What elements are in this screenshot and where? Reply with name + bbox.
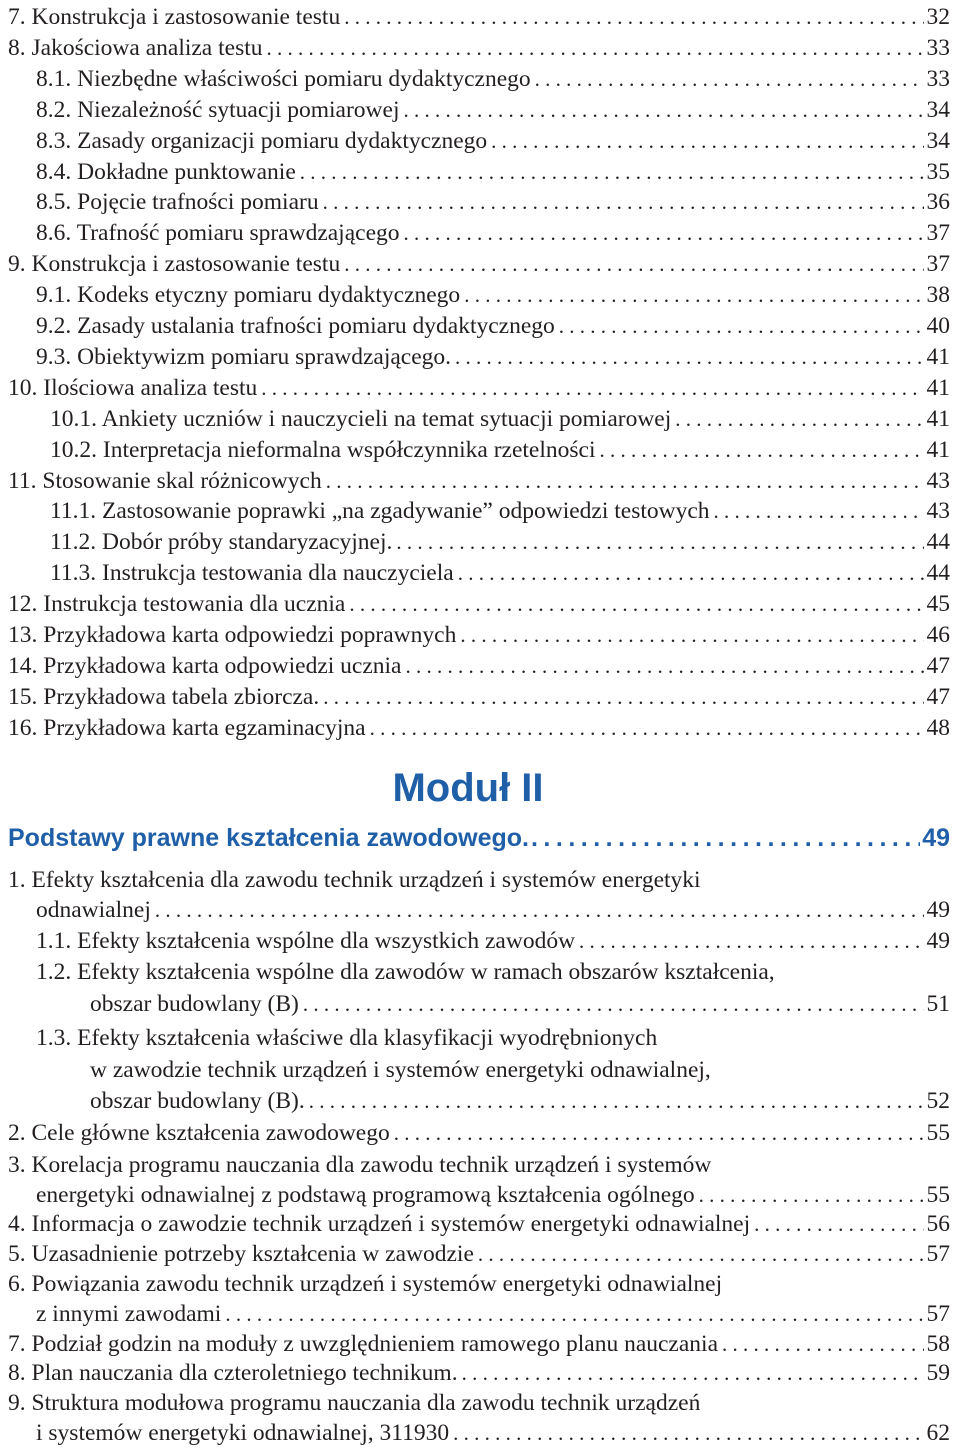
toc-entry-page: 59 <box>926 1360 950 1386</box>
toc-entry <box>36 1418 950 1448</box>
dot-leader <box>460 620 923 650</box>
toc-entry <box>36 1180 950 1210</box>
toc-entry-page: 47 <box>926 652 950 679</box>
toc-entry-title: 4. Informacja o zawodzie technik urządzeń i systemów energetyki odnawialnej <box>8 1211 751 1237</box>
toc-entry-title: 8.5. Pojęcie trafności pomiaru <box>36 189 319 216</box>
dot-leader <box>491 126 923 156</box>
toc-entry-page: 52 <box>926 1088 950 1114</box>
toc-entry-page: 36 <box>926 189 950 216</box>
toc-entry-title: 11.2. Dobór próby standaryzacyjnej. <box>50 529 393 556</box>
toc-entry <box>50 404 950 434</box>
dot-leader <box>370 713 924 743</box>
toc-entry-title: i systemów energetyki odnawialnej, 311930 <box>36 1420 450 1446</box>
section-heading-title: Podstawy prawne kształcenia zawodowego. <box>8 824 529 852</box>
dot-leader <box>303 989 924 1019</box>
toc-entry <box>8 1118 950 1148</box>
toc-entry <box>36 187 950 217</box>
toc-entry <box>8 1329 950 1359</box>
toc-entry-page: 46 <box>926 622 950 648</box>
toc-entry <box>8 620 950 650</box>
toc-entry-page: 45 <box>926 591 950 618</box>
toc-entry-page: 48 <box>926 714 950 741</box>
dot-leader <box>404 218 924 248</box>
toc-entry-title: 8.3. Zasady organizacji pomiaru dydaktycznego <box>36 127 488 154</box>
toc-entry-page: 58 <box>926 1331 950 1357</box>
dot-leader <box>453 1418 923 1448</box>
dot-leader <box>559 311 924 341</box>
section-heading-page: 49 <box>922 824 950 852</box>
toc-entry-title: 10.2. Interpretacja nieformalna współczynnika rzetelności <box>50 436 596 463</box>
toc-entry <box>8 589 950 619</box>
dot-leader <box>344 249 923 279</box>
toc-entry-page: 41 <box>926 374 950 401</box>
toc-entry-title: 14. Przykładowa karta odpowiedzi ucznia <box>8 652 402 679</box>
dot-leader <box>722 1329 923 1359</box>
toc-entry-title: 9.1. Kodeks etyczny pomiaru dydaktycznego <box>36 282 461 309</box>
toc-entry-title: 13. Przykładowa karta odpowiedzi poprawnych <box>8 622 457 648</box>
dot-leader <box>455 342 923 372</box>
toc-entry <box>36 280 950 310</box>
dot-leader <box>267 33 924 63</box>
toc-entry-page: 37 <box>926 251 950 278</box>
toc-entry-title: 8. Plan nauczania dla czteroletniego technikum. <box>8 1360 458 1386</box>
dot-leader <box>225 1299 923 1329</box>
dot-leader <box>462 1358 924 1388</box>
dot-leader <box>714 496 924 526</box>
toc-entry-title: obszar budowlany (B) <box>90 991 299 1017</box>
toc-entry <box>36 157 950 187</box>
dot-leader <box>458 558 924 588</box>
toc-entry-title: 7. Konstrukcja i zastosowanie testu <box>8 4 341 30</box>
toc-entry <box>90 989 950 1019</box>
toc-entry-page: 57 <box>926 1241 950 1267</box>
toc-entry <box>8 1239 950 1269</box>
dot-leader <box>326 466 924 496</box>
toc-entry <box>36 926 950 956</box>
toc-entry-page: 44 <box>926 560 950 587</box>
toc-entry-title: 5. Uzasadnienie potrzeby kształcenia w zawodzie <box>8 1241 474 1267</box>
toc-entry-title: 16. Przykładowa karta egzaminacyjna <box>8 714 366 741</box>
toc-entry-page: 41 <box>926 343 950 370</box>
dot-leader <box>478 1239 924 1269</box>
toc-entry-title: 12. Instrukcja testowania dla ucznia <box>8 591 346 618</box>
dot-leader <box>344 2 923 32</box>
toc-entry-title: 8. Jakościowa analiza testu <box>8 34 263 61</box>
toc-entry-page: 33 <box>926 65 950 92</box>
toc-entry-title: 1.1. Efekty kształcenia wspólne dla wszystkich zawodów <box>36 928 576 954</box>
toc-entry <box>36 1299 950 1329</box>
toc-entry <box>50 558 950 588</box>
toc-entry-page: 41 <box>926 405 950 432</box>
toc-entry-title: 10.1. Ankiety uczniów i nauczycieli na temat sytuacji pomiarowej <box>50 405 672 432</box>
toc-entry-page: 43 <box>926 498 950 525</box>
toc-entry-line: 9. Struktura modułowa programu nauczania dla zawodu technik urządzeń <box>8 1390 701 1416</box>
dot-leader <box>396 527 923 557</box>
toc-entry-page: 37 <box>926 220 950 247</box>
dot-leader <box>406 651 924 681</box>
section-heading-leader <box>531 820 920 856</box>
toc-entry <box>36 126 950 156</box>
toc-entry <box>50 496 950 526</box>
toc-entry-page: 32 <box>926 4 950 30</box>
dot-leader <box>309 1086 924 1116</box>
dot-leader <box>535 64 924 94</box>
toc-entry-page: 40 <box>926 313 950 339</box>
toc-entry-title: 11.3. Instrukcja testowania dla nauczyciela <box>50 560 454 587</box>
toc-entry-title: odnawialnej <box>36 897 151 923</box>
toc-entry-line: 1.3. Efekty kształcenia właściwe dla klasyfikacji wyodrębnionych <box>36 1025 658 1051</box>
toc-entry-page: 34 <box>926 96 950 123</box>
toc-entry-title: 15. Przykładowa tabela zbiorcza. <box>8 683 320 710</box>
dot-leader <box>261 373 923 403</box>
toc-entry-page: 38 <box>926 282 950 309</box>
toc-entry-line: 3. Korelacja programu nauczania dla zawodu technik urządzeń i systemów <box>8 1152 712 1178</box>
toc-entry <box>90 1086 950 1116</box>
dot-leader <box>323 187 924 217</box>
toc-entry-page: 35 <box>926 158 950 185</box>
toc-entry <box>36 64 950 94</box>
toc-entry-title: 2. Cele główne kształcenia zawodowego <box>8 1120 390 1146</box>
dot-leader <box>403 95 923 125</box>
toc-entry-page: 57 <box>926 1301 950 1327</box>
toc-entry <box>8 651 950 681</box>
toc-entry <box>8 33 950 63</box>
toc-entry-line: 6. Powiązania zawodu technik urządzeń i systemów energetyki odnawialnej <box>8 1271 723 1297</box>
toc-entry-line: 1. Efekty kształcenia dla zawodu technik urządzeń i systemów energetyki <box>8 867 701 893</box>
toc-entry-line: 1.2. Efekty kształcenia wspólne dla zawodów w ramach obszarów kształcenia, <box>36 959 775 985</box>
toc-entry <box>36 342 950 372</box>
dot-leader <box>699 1180 924 1210</box>
section-heading <box>8 820 950 856</box>
dot-leader <box>323 682 923 712</box>
dot-leader <box>349 589 923 619</box>
toc-entry <box>8 2 950 32</box>
toc-entry-title: 10. Ilościowa analiza testu <box>8 374 258 401</box>
toc-entry <box>50 435 950 465</box>
dot-leader <box>675 404 923 434</box>
toc-entry-title: 8.4. Dokładne punktowanie <box>36 158 296 185</box>
toc-entry <box>36 895 950 925</box>
toc-entry <box>8 713 950 743</box>
toc-entry-page: 62 <box>926 1420 950 1446</box>
dot-leader <box>579 926 923 956</box>
toc-entry-page: 47 <box>926 683 950 710</box>
dot-leader <box>754 1209 923 1239</box>
toc-entry-title: 7. Podział godzin na moduły z uwzględnieniem ramowego planu nauczania <box>8 1331 719 1357</box>
toc-entry-page: 49 <box>926 897 950 923</box>
toc-entry <box>8 682 950 712</box>
toc-entry-page: 51 <box>926 991 950 1017</box>
toc-entry-page: 41 <box>926 436 950 463</box>
toc-entry <box>8 249 950 279</box>
toc-entry-page: 55 <box>926 1182 950 1208</box>
toc-entry-page: 49 <box>926 928 950 954</box>
toc-entry-title: 11. Stosowanie skal różnicowych <box>8 467 322 494</box>
toc-entry <box>36 311 950 341</box>
dot-leader <box>394 1118 924 1148</box>
dot-leader <box>300 157 924 187</box>
toc-entry-page: 43 <box>926 467 950 494</box>
dot-leader <box>464 280 923 310</box>
module-title: Moduł II <box>392 766 544 810</box>
toc-entry-page: 56 <box>926 1211 950 1237</box>
toc-entry-title: 8.6. Trafność pomiaru sprawdzającego <box>36 220 400 247</box>
toc-entry-title: 9.3. Obiektywizm pomiaru sprawdzającego. <box>36 343 452 370</box>
toc-entry-page: 34 <box>926 127 950 154</box>
toc-entry-title: 8.1. Niezbędne właściwości pomiaru dydaktycznego <box>36 65 531 92</box>
toc-entry-page: 33 <box>926 34 950 61</box>
toc-entry <box>50 527 950 557</box>
toc-entry-title: 9.2. Zasady ustalania trafności pomiaru dydaktycznego <box>36 313 555 339</box>
dot-leader <box>600 435 924 465</box>
dot-leader <box>155 895 924 925</box>
toc-entry <box>8 466 950 496</box>
toc-entry-title: 11.1. Zastosowanie poprawki „na zgadywanie” odpowiedzi testowych <box>50 498 710 525</box>
toc-entry <box>8 1358 950 1388</box>
toc-entry <box>36 218 950 248</box>
toc-entry-line: w zawodzie technik urządzeń i systemów energetyki odnawialnej, <box>90 1057 711 1083</box>
toc-entry-page: 55 <box>926 1120 950 1146</box>
toc-entry-title: z innymi zawodami <box>36 1301 222 1327</box>
toc-entry-title: 8.2. Niezależność sytuacji pomiarowej <box>36 96 400 123</box>
toc-entry-title: obszar budowlany (B). <box>90 1088 305 1114</box>
toc-entry <box>8 1209 950 1239</box>
toc-entry-title: 9. Konstrukcja i zastosowanie testu <box>8 251 341 278</box>
toc-entry <box>8 373 950 403</box>
toc-entry-page: 44 <box>926 529 950 556</box>
toc-entry-title: energetyki odnawialnej z podstawą programową kształcenia ogólnego <box>36 1182 695 1208</box>
toc-entry <box>36 95 950 125</box>
